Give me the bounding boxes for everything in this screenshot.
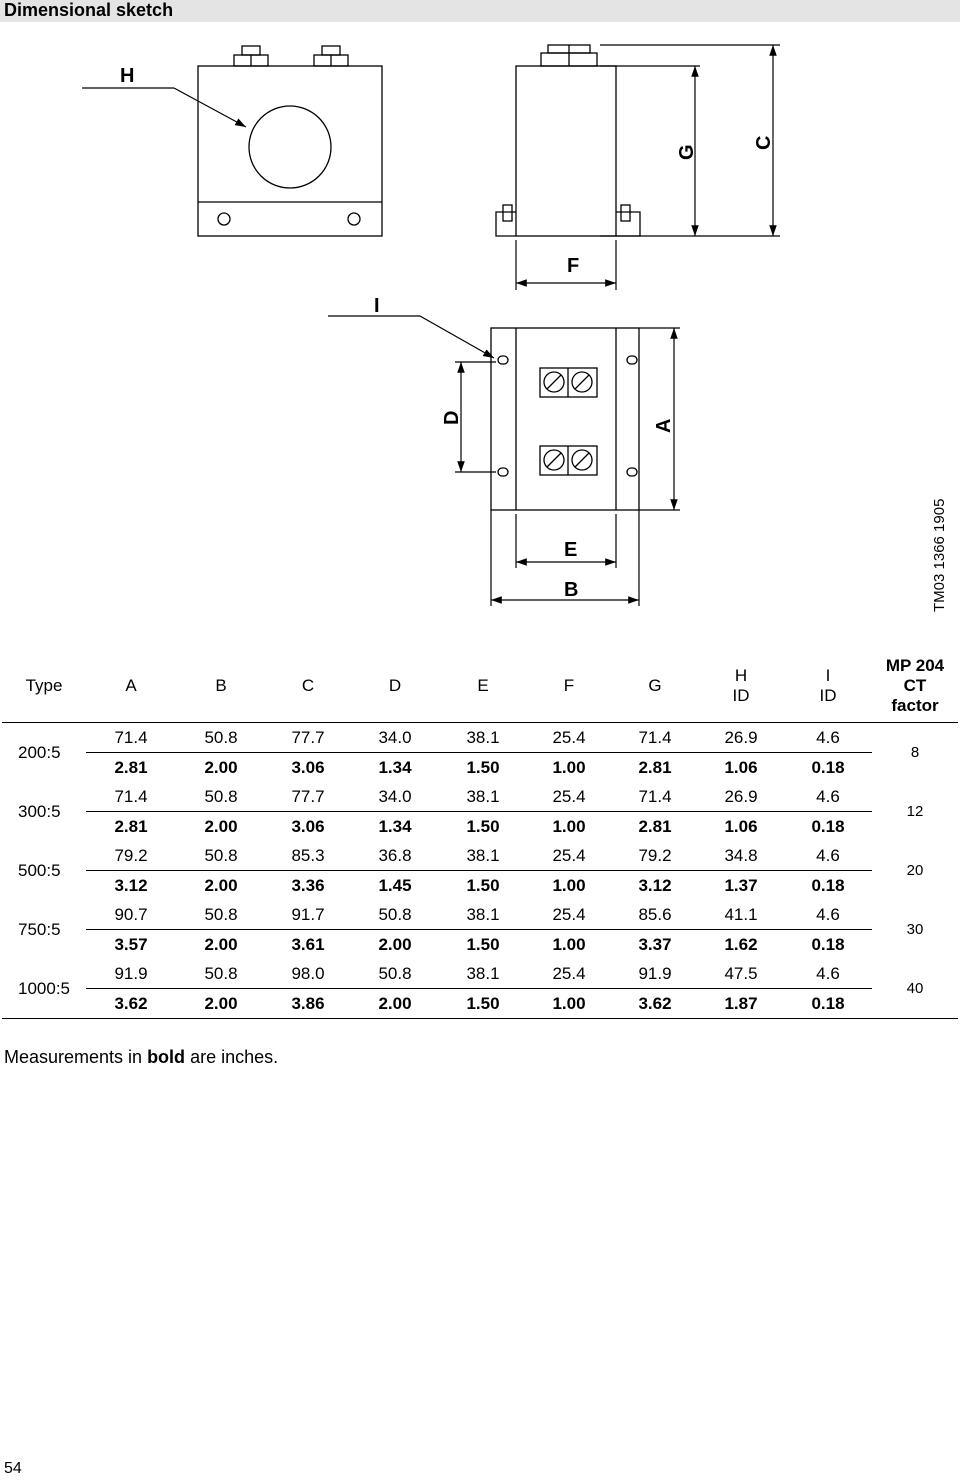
ct-factor-cell: 20 <box>906 861 924 879</box>
cell-g-mm: 71.4 <box>612 782 698 812</box>
table-row-inches <box>2 988 958 1018</box>
cell-f-mm: 25.4 <box>526 900 612 930</box>
cell-i-id-in: 0.18 <box>811 816 845 836</box>
header-c: C <box>266 650 350 722</box>
cell-e-in: 1.50 <box>466 757 500 777</box>
cell-a-in: 2.81 <box>114 816 148 836</box>
cell-h-id-mm: 26.9 <box>698 782 784 812</box>
cell-d-in: 1.34 <box>378 757 412 777</box>
cell-f-in: 1.00 <box>552 757 586 777</box>
cell-a-mm: 71.4 <box>86 722 176 752</box>
dimensional-sketch <box>0 22 920 617</box>
cell-c-mm: 77.7 <box>266 782 350 812</box>
cell-f-mm: 25.4 <box>526 841 612 871</box>
cell-h-id-mm: 26.9 <box>698 722 784 752</box>
cell-b-mm: 50.8 <box>176 959 266 989</box>
cell-i-id-in: 0.18 <box>784 988 872 1018</box>
cell-d-in: 2.00 <box>378 934 412 954</box>
cell-e-in: 1.50 <box>466 816 500 836</box>
label-e: E <box>564 539 578 561</box>
cell-d-mm: 34.0 <box>350 722 440 752</box>
label-g: G <box>676 144 698 160</box>
cell-a-in: 3.12 <box>114 875 148 895</box>
cell-e-in: 1.50 <box>466 934 500 954</box>
cell-b-in: 2.00 <box>176 988 266 1018</box>
table-row-mm <box>2 959 958 989</box>
table-row-inches <box>2 811 958 841</box>
type-cell: 500:5 <box>18 860 61 880</box>
header-f: F <box>526 650 612 722</box>
ct-factor-cell: 8 <box>910 743 920 761</box>
table-row-inches <box>2 929 958 959</box>
cell-d-in: 2.00 <box>350 988 440 1018</box>
cell-d-mm: 50.8 <box>350 900 440 930</box>
side-view <box>496 45 640 236</box>
label-f: F <box>567 255 580 277</box>
dimensions-table <box>2 650 958 1019</box>
label-b: B <box>564 579 579 601</box>
header-g: G <box>612 650 698 722</box>
cell-h-id-in: 1.62 <box>724 934 758 954</box>
cell-h-id-in: 1.06 <box>724 757 758 777</box>
cell-f-in: 1.00 <box>526 988 612 1018</box>
cell-g-mm: 71.4 <box>612 722 698 752</box>
cell-c-in: 3.36 <box>291 875 325 895</box>
cell-i-id-mm: 4.6 <box>784 900 872 930</box>
header-e: E <box>440 650 526 722</box>
cell-d-mm: 34.0 <box>350 782 440 812</box>
type-cell: 300:5 <box>18 801 61 821</box>
cell-a-mm: 71.4 <box>86 782 176 812</box>
cell-a-mm: 91.9 <box>86 959 176 989</box>
cell-f-mm: 25.4 <box>526 782 612 812</box>
ct-factor-cell: 30 <box>906 920 924 938</box>
cell-e-mm: 38.1 <box>440 722 526 752</box>
cell-b-in: 2.00 <box>204 757 238 777</box>
cell-e-in: 1.50 <box>440 988 526 1018</box>
top-view <box>491 328 639 510</box>
cell-e-mm: 38.1 <box>440 841 526 871</box>
cell-g-mm: 79.2 <box>612 841 698 871</box>
cell-i-id-mm: 4.6 <box>784 722 872 752</box>
cell-e-mm: 38.1 <box>440 782 526 812</box>
cell-h-id-mm: 34.8 <box>698 841 784 871</box>
cell-h-id-in: 1.06 <box>724 816 758 836</box>
cell-i-id-in: 0.18 <box>811 875 845 895</box>
cell-b-mm: 50.8 <box>176 782 266 812</box>
cell-f-in: 1.00 <box>552 875 586 895</box>
cell-b-mm: 50.8 <box>176 900 266 930</box>
cell-c-mm: 85.3 <box>266 841 350 871</box>
cell-b-mm: 50.8 <box>176 722 266 752</box>
measurement-note: Measurements in bold are inches. <box>4 1047 279 1067</box>
cell-h-id-mm: 41.1 <box>698 900 784 930</box>
cell-b-mm: 50.8 <box>176 841 266 871</box>
table-row-inches <box>2 870 958 900</box>
table-row-mm <box>2 900 958 930</box>
cell-h-id-mm: 47.5 <box>698 959 784 989</box>
label-c: C <box>753 135 775 150</box>
header-type: Type <box>2 650 86 722</box>
cell-d-in: 1.45 <box>378 875 412 895</box>
label-h: H <box>120 65 135 87</box>
cell-c-in: 3.86 <box>266 988 350 1018</box>
table-row-mm <box>2 782 958 812</box>
cell-f-in: 1.00 <box>552 816 586 836</box>
label-i: I <box>374 295 380 317</box>
table-row-mm <box>2 841 958 871</box>
type-cell: 1000:5 <box>2 959 86 1019</box>
cell-g-in: 3.37 <box>638 934 672 954</box>
cell-b-in: 2.00 <box>204 934 238 954</box>
cell-f-mm: 25.4 <box>526 959 612 989</box>
table-row-mm <box>2 722 958 752</box>
ct-factor-cell: 40 <box>872 959 958 1019</box>
cell-a-in: 2.81 <box>114 757 148 777</box>
cell-c-in: 3.61 <box>291 934 325 954</box>
ct-factor-cell: 12 <box>906 802 924 820</box>
cell-f-mm: 25.4 <box>526 722 612 752</box>
cell-e-mm: 38.1 <box>440 900 526 930</box>
header-a: A <box>86 650 176 722</box>
cell-i-id-in: 0.18 <box>811 934 845 954</box>
cell-d-in: 1.34 <box>378 816 412 836</box>
cell-i-id-mm: 4.6 <box>784 959 872 989</box>
table-row-inches <box>2 752 958 782</box>
header-b: B <box>176 650 266 722</box>
type-cell: 750:5 <box>18 919 61 939</box>
page-title: Dimensional sketch <box>4 0 174 20</box>
page-number: 54 <box>4 1460 22 1477</box>
cell-g-in: 3.62 <box>612 988 698 1018</box>
cell-b-in: 2.00 <box>204 816 238 836</box>
cell-i-id-in: 0.18 <box>811 757 845 777</box>
cell-c-mm: 91.7 <box>266 900 350 930</box>
header-i-id: I ID <box>784 650 872 722</box>
cell-c-mm: 77.7 <box>266 722 350 752</box>
label-d: D <box>441 410 463 425</box>
cell-c-in: 3.06 <box>291 816 325 836</box>
cell-d-mm: 36.8 <box>350 841 440 871</box>
cell-a-mm: 79.2 <box>86 841 176 871</box>
drawing-reference-text: TM03 1366 1905 <box>931 498 948 612</box>
front-view <box>198 46 382 236</box>
cell-i-id-mm: 4.6 <box>784 782 872 812</box>
cell-a-in: 3.62 <box>86 988 176 1018</box>
cell-i-id-mm: 4.6 <box>784 841 872 871</box>
label-a: A <box>653 418 675 433</box>
cell-c-mm: 98.0 <box>266 959 350 989</box>
cell-e-in: 1.50 <box>466 875 500 895</box>
cell-g-in: 3.12 <box>638 875 672 895</box>
header-h-id: H ID <box>698 650 784 722</box>
cell-a-mm: 90.7 <box>86 900 176 930</box>
type-cell: 200:5 <box>18 742 61 762</box>
cell-a-in: 3.57 <box>114 934 148 954</box>
cell-d-mm: 50.8 <box>350 959 440 989</box>
cell-c-in: 3.06 <box>291 757 325 777</box>
cell-h-id-in: 1.87 <box>698 988 784 1018</box>
header-d: D <box>350 650 440 722</box>
cell-g-mm: 91.9 <box>612 959 698 989</box>
cell-g-mm: 85.6 <box>612 900 698 930</box>
cell-h-id-in: 1.37 <box>724 875 758 895</box>
cell-e-mm: 38.1 <box>440 959 526 989</box>
i-leader <box>328 316 494 358</box>
cell-g-in: 2.81 <box>638 757 672 777</box>
table-header-row <box>2 650 958 722</box>
cell-g-in: 2.81 <box>638 816 672 836</box>
header-ct-factor: MP 204 CT factor <box>872 650 958 722</box>
cell-b-in: 2.00 <box>204 875 238 895</box>
cell-f-in: 1.00 <box>552 934 586 954</box>
